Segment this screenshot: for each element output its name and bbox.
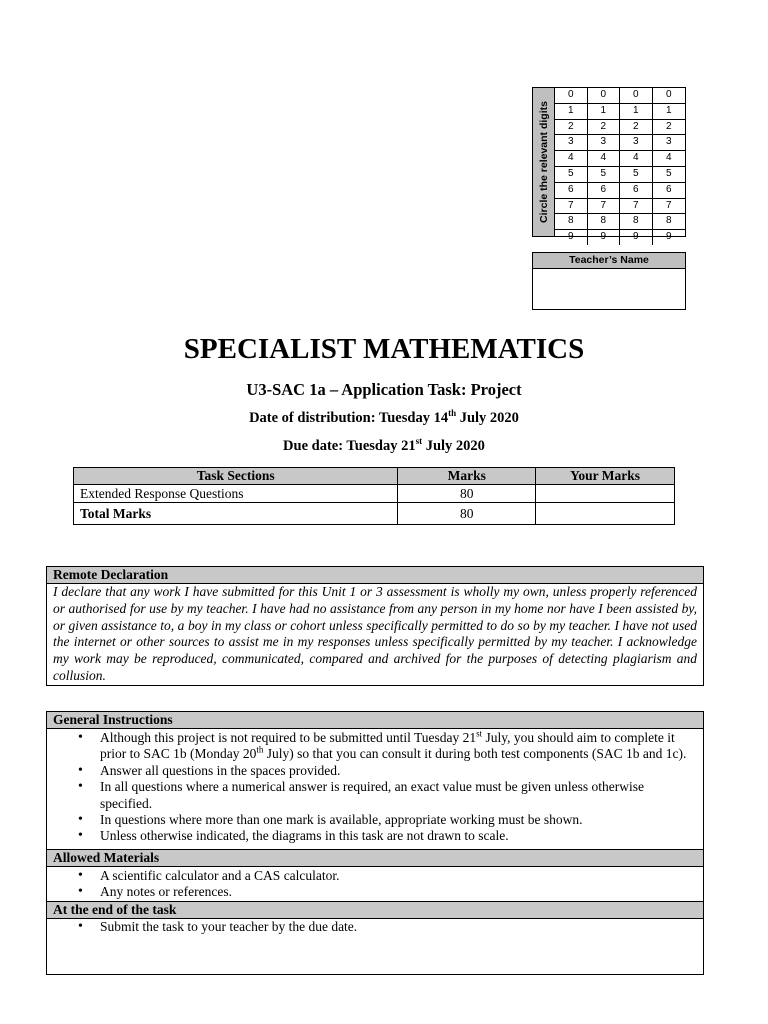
remote-declaration: [46, 566, 704, 686]
page-subtitle: U3-SAC 1a – Application Task: Project: [246, 380, 522, 399]
digit-cell[interactable]: 2: [620, 120, 653, 136]
digit-cell[interactable]: 1: [555, 104, 588, 120]
page-title: SPECIALIST MATHEMATICS: [183, 333, 585, 365]
digit-cell[interactable]: 2: [653, 120, 686, 136]
digit-cell[interactable]: 1: [620, 104, 653, 120]
list-item: • Submit the task to your teacher by the due date.: [47, 919, 703, 935]
digit-cell[interactable]: 1: [653, 104, 686, 120]
digit-cell[interactable]: 8: [653, 214, 686, 230]
digit-cell[interactable]: 3: [588, 135, 621, 151]
general-instructions-heading: General Instructions: [47, 712, 703, 729]
digit-cell[interactable]: 8: [620, 214, 653, 230]
table-row-total: [74, 503, 675, 525]
digit-cell[interactable]: 6: [588, 183, 621, 199]
teacher-name-box: [532, 252, 686, 310]
digit-cell[interactable]: 0: [588, 88, 621, 104]
digit-cell[interactable]: 6: [555, 183, 588, 199]
digit-cell[interactable]: 5: [620, 167, 653, 183]
digit-cell[interactable]: 3: [620, 135, 653, 151]
list-item: • Answer all questions in the spaces provided.: [47, 763, 703, 779]
distribution-date: Date of distribution: Tuesday 14th July 2020: [249, 408, 519, 426]
list-item: • A scientific calculator and a CAS calculator.: [47, 868, 703, 884]
section-marks: 80: [398, 485, 536, 503]
header-marks: Marks: [398, 468, 536, 485]
digit-cell[interactable]: 2: [588, 120, 621, 136]
digit-cell[interactable]: 9: [665, 231, 672, 243]
digit-cell[interactable]: 8: [555, 214, 588, 230]
header-your-marks: Your Marks: [536, 468, 675, 485]
digit-cell[interactable]: 4: [588, 151, 621, 167]
general-instructions-list: [47, 729, 703, 849]
digit-cell[interactable]: 7: [555, 199, 588, 215]
list-item: • In questions where more than one mark is available, appropriate working must be shown.: [47, 812, 703, 828]
digit-cell[interactable]: 4: [620, 151, 653, 167]
marks-table: [73, 467, 675, 525]
digit-cell[interactable]: 4: [653, 151, 686, 167]
digit-cell[interactable]: 3: [555, 135, 588, 151]
total-marks: 80: [398, 503, 536, 525]
digit-cell[interactable]: 3: [653, 135, 686, 151]
table-row: [74, 485, 675, 503]
list-item: • Unless otherwise indicated, the diagrams in this task are not drawn to scale.: [47, 828, 703, 844]
digit-cell[interactable]: 7: [653, 199, 686, 215]
list-item: • Any notes or references.: [47, 884, 703, 900]
digit-cell[interactable]: 9: [555, 230, 588, 245]
digit-cell[interactable]: 5: [653, 167, 686, 183]
remote-declaration-heading: Remote Declaration: [47, 567, 703, 584]
total-label: Total Marks: [74, 503, 398, 525]
digit-cell[interactable]: 9: [620, 230, 653, 245]
digit-cell[interactable]: 0: [620, 88, 653, 104]
end-of-task-list: [47, 919, 703, 935]
teacher-name-label: Teacher’s Name: [533, 253, 685, 269]
digit-cell[interactable]: 5: [588, 167, 621, 183]
marks-table-header: [74, 468, 675, 485]
digit-cell[interactable]: 9: [588, 230, 621, 245]
digit-cell[interactable]: 4: [555, 151, 588, 167]
digit-cells: [555, 88, 685, 243]
section-name: Extended Response Questions: [74, 485, 398, 503]
allowed-materials-heading: Allowed Materials: [47, 849, 703, 867]
list-item: • In all questions where a numerical answer is required, an exact value must be given unless otherwise specified.: [47, 779, 703, 812]
remote-declaration-text: I declare that any work I have submitted for this Unit 1 or 3 assessment is wholly my own, unless properly referenced or authorised for use by my teacher. I have had no assistance from any person in my home nor have I been assisted by, or given assistance to, a boy in my class or cohort unless specifically permitted to do so by my teacher. I have not used the internet or other sources to assist me in my responses unless specifically permitted by my teacher. I acknowledge my work may be reproduced, communicated, compared and archived for the purposes of detecting plagiarism and collusion.: [53, 584, 697, 683]
digit-cell[interactable]: 6: [653, 183, 686, 199]
your-marks-cell[interactable]: [536, 485, 675, 503]
teacher-name-field[interactable]: [533, 269, 685, 310]
allowed-materials-list: [47, 867, 703, 901]
digit-cell[interactable]: 6: [620, 183, 653, 199]
digit-cell[interactable]: 7: [620, 199, 653, 215]
due-date: Due date: Tuesday 21st July 2020: [283, 436, 485, 454]
digit-cell[interactable]: 7: [588, 199, 621, 215]
digit-cell[interactable]: 2: [555, 120, 588, 136]
student-number-grid: [532, 87, 686, 243]
end-of-task-heading: At the end of the task: [47, 901, 703, 919]
list-item: • Although this project is not required to be submitted until Tuesday 21st July, you should aim to complete it prior to SAC 1b (Monday 20th July) so that you can consult it during both test components (SAC 1b and 1c).: [47, 730, 703, 763]
grid-side-label: [533, 88, 555, 236]
digit-cell[interactable]: 5: [555, 167, 588, 183]
header-task-sections: Task Sections: [74, 468, 398, 485]
digit-cell[interactable]: 0: [653, 88, 686, 104]
instructions-box: [46, 711, 704, 975]
digit-cell[interactable]: 1: [588, 104, 621, 120]
grid-side-label-text: Circle the relevant digits: [537, 101, 550, 223]
digit-cell[interactable]: 0: [555, 88, 588, 104]
your-total-cell[interactable]: [536, 503, 675, 525]
digit-cell[interactable]: 8: [588, 214, 621, 230]
